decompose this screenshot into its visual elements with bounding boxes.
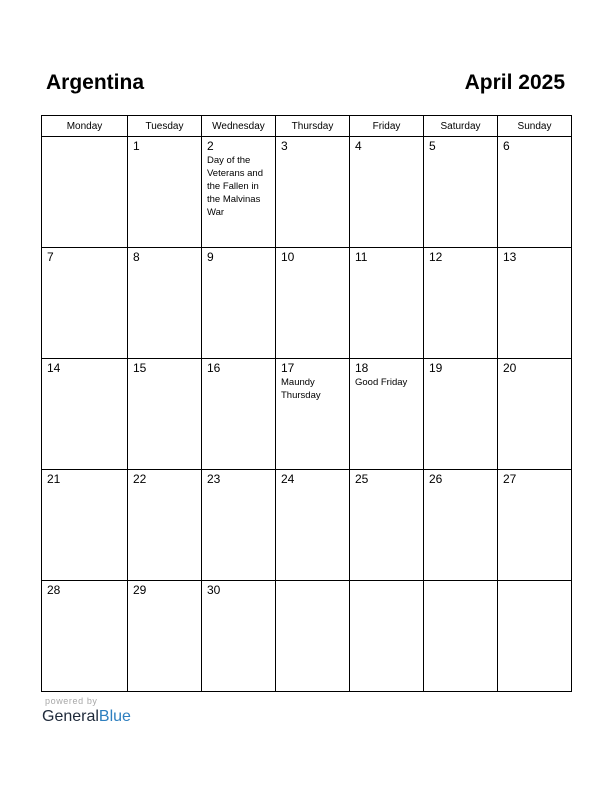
day-number: 2 xyxy=(207,139,214,153)
month-year-title: April 2025 xyxy=(464,71,565,94)
day-number: 28 xyxy=(47,583,61,597)
footer-branding xyxy=(42,696,131,727)
day-number: 14 xyxy=(47,361,61,375)
day-number: 23 xyxy=(207,472,221,486)
day-number: 9 xyxy=(207,250,214,264)
day-cell[interactable] xyxy=(350,359,424,470)
day-number: 27 xyxy=(503,472,517,486)
day-number: 16 xyxy=(207,361,221,375)
day-cell[interactable] xyxy=(424,470,498,581)
week-row xyxy=(42,137,572,248)
day-cell xyxy=(42,137,128,248)
day-cell[interactable] xyxy=(498,137,572,248)
holiday-label: Maundy Thursday xyxy=(281,377,321,401)
weekday-thursday: Thursday xyxy=(276,116,350,137)
day-cell[interactable] xyxy=(424,137,498,248)
day-cell[interactable] xyxy=(276,470,350,581)
day-cell[interactable] xyxy=(276,359,350,470)
day-cell[interactable] xyxy=(350,470,424,581)
day-cell[interactable] xyxy=(128,470,202,581)
brand-blue-text: Blue xyxy=(98,708,131,725)
day-cell[interactable] xyxy=(424,248,498,359)
day-cell[interactable] xyxy=(42,359,128,470)
day-cell xyxy=(350,581,424,692)
day-number: 11 xyxy=(355,250,368,264)
day-number xyxy=(498,581,571,584)
day-cell[interactable] xyxy=(202,248,276,359)
day-number: 12 xyxy=(429,250,443,264)
day-number: 13 xyxy=(503,250,517,264)
day-number: 1 xyxy=(133,139,140,153)
day-number: 18 xyxy=(355,361,369,375)
weekday-monday: Monday xyxy=(42,116,128,137)
day-number: 29 xyxy=(133,583,147,597)
weekday-saturday: Saturday xyxy=(424,116,498,137)
day-cell[interactable] xyxy=(350,137,424,248)
day-number: 30 xyxy=(207,583,221,597)
day-cell[interactable] xyxy=(202,470,276,581)
weekday-header-row xyxy=(42,116,572,137)
calendar-body xyxy=(42,137,572,692)
day-cell[interactable] xyxy=(42,470,128,581)
weekday-wednesday: Wednesday xyxy=(202,116,276,137)
day-cell[interactable] xyxy=(128,581,202,692)
day-number xyxy=(350,581,423,584)
holiday-label: Day of the Veterans and the Fallen in the Malvinas War xyxy=(207,155,263,218)
day-number: 22 xyxy=(133,472,147,486)
day-number: 8 xyxy=(133,250,140,264)
weekday-sunday: Sunday xyxy=(498,116,572,137)
day-number: 7 xyxy=(47,250,54,264)
day-number xyxy=(276,581,349,584)
powered-by-text: powered by xyxy=(45,696,98,706)
weekday-tuesday: Tuesday xyxy=(128,116,202,137)
day-number: 26 xyxy=(429,472,443,486)
day-cell[interactable] xyxy=(202,581,276,692)
day-cell[interactable] xyxy=(128,359,202,470)
day-number: 6 xyxy=(503,139,510,153)
calendar-grid xyxy=(41,115,572,692)
day-number: 25 xyxy=(355,472,369,486)
day-number: 5 xyxy=(429,139,436,153)
country-title: Argentina xyxy=(46,71,145,94)
day-cell[interactable] xyxy=(424,359,498,470)
day-number xyxy=(424,581,497,584)
day-number: 19 xyxy=(429,361,443,375)
day-cell[interactable] xyxy=(128,137,202,248)
day-number: 17 xyxy=(281,361,295,375)
day-cell[interactable] xyxy=(276,137,350,248)
day-number xyxy=(42,137,127,140)
day-cell[interactable] xyxy=(498,359,572,470)
day-cell[interactable] xyxy=(42,248,128,359)
day-number: 3 xyxy=(281,139,288,153)
day-cell[interactable] xyxy=(128,248,202,359)
generalblue-logo[interactable] xyxy=(42,707,131,727)
day-cell xyxy=(424,581,498,692)
weekday-friday: Friday xyxy=(350,116,424,137)
day-number: 24 xyxy=(281,472,295,486)
day-number: 4 xyxy=(355,139,362,153)
day-cell xyxy=(498,581,572,692)
day-number: 21 xyxy=(47,472,61,486)
day-cell[interactable] xyxy=(276,248,350,359)
day-cell[interactable] xyxy=(498,470,572,581)
day-cell[interactable] xyxy=(202,359,276,470)
brand-general-text: General xyxy=(42,708,99,725)
week-row xyxy=(42,581,572,692)
day-number: 20 xyxy=(503,361,517,375)
holiday-label: Good Friday xyxy=(355,377,408,388)
week-row xyxy=(42,359,572,470)
day-cell[interactable] xyxy=(350,248,424,359)
day-number: 15 xyxy=(133,361,147,375)
week-row xyxy=(42,470,572,581)
day-number: 10 xyxy=(281,250,295,264)
day-cell xyxy=(276,581,350,692)
day-cell[interactable] xyxy=(202,137,276,248)
day-cell[interactable] xyxy=(42,581,128,692)
day-cell[interactable] xyxy=(498,248,572,359)
week-row xyxy=(42,248,572,359)
